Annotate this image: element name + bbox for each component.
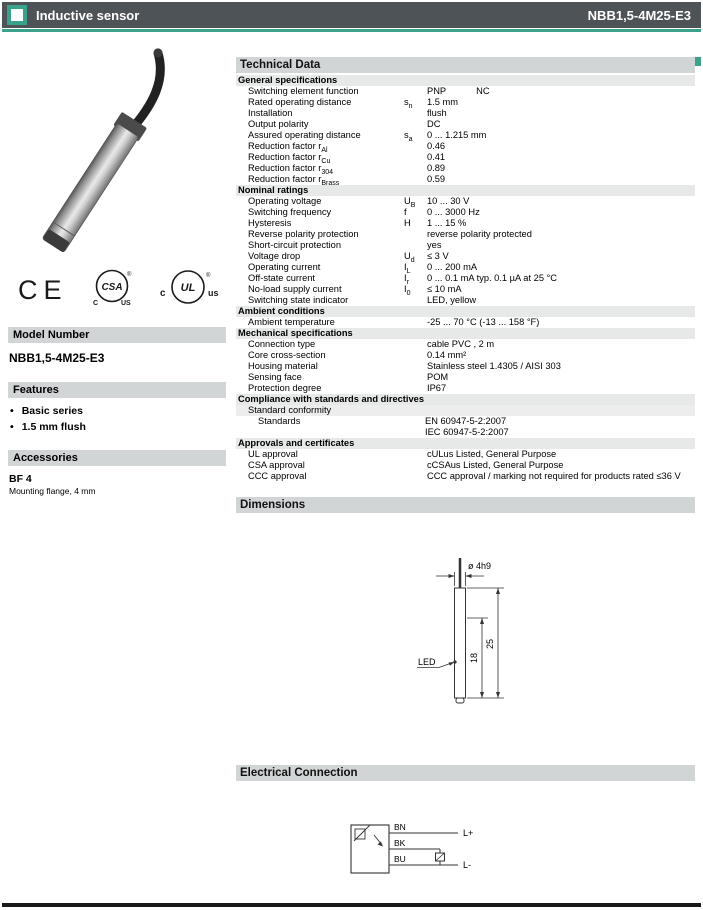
tech-row-label: Housing material: [248, 361, 318, 371]
model-number: NBB1,5-4M25-E3: [9, 351, 105, 365]
main-content: [236, 57, 695, 897]
wire-bu-label: BU: [394, 854, 406, 864]
tech-row: [236, 449, 695, 460]
tech-row: [236, 339, 695, 350]
tech-row: [236, 251, 695, 262]
tech-row-label: Reduction factor $r_{304}$: [248, 163, 334, 176]
brand-square-icon: [7, 5, 27, 25]
dim-sensing-tip: [456, 698, 464, 703]
tech-row: [236, 471, 695, 482]
ul-mark-icon: [160, 271, 219, 303]
tech-row-label: Rated operating distance: [248, 97, 352, 107]
dim-18-label: 18: [469, 652, 479, 664]
tech-row-value: 0 ... 0.1 mA typ. 0.1 µA at 25 °C: [427, 273, 558, 283]
tech-row-label: Sensing face: [248, 372, 302, 382]
electrical-diagram: [236, 807, 695, 897]
tech-row: [236, 372, 695, 383]
tech-section-header: Ambient conditions: [236, 306, 695, 317]
svg-text:CSA: CSA: [101, 282, 123, 293]
terminal-lminus: L-: [463, 860, 472, 870]
tech-row-label: Switching frequency: [248, 207, 332, 217]
tech-row: [236, 383, 695, 394]
tech-row-value: cCSAus Listed, General Purpose: [427, 460, 564, 470]
tech-row-value: 0.14 mm²: [427, 350, 467, 360]
tech-row-value: EN 60947-5-2:2007 IEC 60947-5-2:2007: [425, 416, 509, 437]
elec-sensor-box: [351, 825, 389, 873]
led-label: LED: [418, 657, 436, 667]
tech-row-value: ≤ 3 V: [427, 251, 449, 261]
dimension-drawing: [236, 513, 695, 761]
tech-row-label: Core cross-section: [248, 350, 326, 360]
header-bar: [2, 2, 701, 28]
wire-bk-label: BK: [394, 838, 406, 848]
tech-row: [236, 460, 695, 471]
dimensions-heading: Dimensions: [236, 497, 695, 513]
certification-marks: [8, 265, 226, 311]
dim-25-label: 25: [485, 638, 495, 650]
tech-row-symbol: $I_0$: [404, 284, 411, 297]
page-footer-rule: [2, 903, 701, 907]
tech-row-value: cable PVC , 2 m: [427, 339, 495, 349]
tech-row-value: 0.46: [427, 141, 446, 151]
tech-row-value: 10 ... 30 V: [427, 196, 470, 206]
ce-mark-icon: CE: [18, 275, 68, 305]
part-number: NBB1,5-4M25-E3: [587, 7, 691, 23]
tech-row: [236, 361, 695, 372]
tech-row-label: Reduction factor $r_{Al}$: [248, 141, 328, 154]
tech-row: [236, 130, 695, 141]
tech-row: [236, 141, 695, 152]
tech-row: [236, 229, 695, 240]
tech-row: Standard conformity: [236, 405, 695, 416]
tech-row-symbol: $I_L$: [404, 262, 411, 275]
tech-row-label: Hysteresis: [248, 218, 292, 228]
svg-text:c: c: [160, 288, 166, 299]
feature-item: • Basic series: [10, 405, 226, 417]
svg-text:us: us: [208, 288, 219, 298]
tech-section-header: Compliance with standards and directives: [236, 394, 695, 405]
technical-data-heading: Technical Data: [236, 57, 695, 73]
tech-row-value: 1.5 mm: [427, 97, 458, 107]
tech-row: [236, 174, 695, 185]
tech-row-label: Reverse polarity protection: [248, 229, 359, 239]
tech-row-label: Switching state indicator: [248, 295, 349, 305]
tech-section-header: General specifications: [236, 75, 695, 86]
page-title: Inductive sensor: [36, 7, 140, 23]
tech-row-label: Protection degree: [248, 383, 322, 393]
tech-row-value: POM: [427, 372, 449, 382]
features-heading: Features: [8, 382, 226, 398]
model-number-heading: Model Number: [8, 327, 226, 343]
tech-row-symbol: $s_n$: [404, 97, 413, 110]
sidebar: [8, 45, 226, 496]
tech-row-value: 0.89: [427, 163, 446, 173]
tech-row: [236, 97, 695, 108]
tech-row: [236, 262, 695, 273]
tech-row-value: PNP NC: [427, 86, 490, 96]
tech-row-symbol: H: [404, 218, 411, 228]
features-list: [10, 405, 226, 433]
tech-row-label: Voltage drop: [248, 251, 301, 261]
tech-row: [236, 284, 695, 295]
tech-row-symbol: $s_a$: [404, 130, 413, 143]
terminal-lplus: L+: [463, 828, 474, 838]
tech-row-value: ≤ 10 mA: [427, 284, 462, 294]
tech-row-value: 1 ... 15 %: [427, 218, 467, 228]
tech-row-label: Standards: [258, 416, 301, 426]
tech-row-value: cULus Listed, General Purpose: [427, 449, 557, 459]
accessories-heading: Accessories: [8, 450, 226, 466]
tech-row: [236, 163, 695, 174]
tech-row-symbol: $I_r$: [404, 273, 409, 286]
tech-row-value: flush: [427, 108, 447, 118]
tech-row-label: Reduction factor $r_{Brass}$: [248, 174, 340, 187]
tech-row-value: reverse polarity protected: [427, 229, 532, 239]
tech-row: [236, 119, 695, 130]
product-photo: [8, 45, 226, 265]
tech-row-value: yes: [427, 240, 442, 250]
tech-row: [236, 152, 695, 163]
tech-row-label: UL approval: [248, 449, 298, 459]
technical-data-table: [236, 75, 695, 482]
tech-row-label: Assured operating distance: [248, 130, 361, 140]
accessory-description: Mounting flange, 4 mm: [9, 486, 96, 496]
svg-text:®: ®: [206, 273, 211, 279]
tech-row-symbol: $U_B$: [404, 196, 416, 209]
tech-row-value: CCC approval / marking not required for products rated ≤36 V: [427, 471, 681, 481]
tech-row-label: CCC approval: [248, 471, 307, 481]
accent-rule: [2, 29, 701, 32]
tech-row-label: Installation: [248, 108, 293, 118]
tech-row-value: 0.41: [427, 152, 446, 162]
tech-row-value: DC: [427, 119, 441, 129]
tech-row-label: Output polarity: [248, 119, 309, 129]
tech-row-value: Stainless steel 1.4305 / AISI 303: [427, 361, 561, 371]
tech-row: [236, 416, 695, 438]
tech-row: [236, 273, 695, 284]
tech-row-value: LED, yellow: [427, 295, 477, 305]
tech-row: [236, 218, 695, 229]
tech-row-label: Short-circuit protection: [248, 240, 342, 250]
accessory-name: BF 4: [9, 473, 32, 485]
tech-row-value: IP67: [427, 383, 447, 393]
tech-row-value: 0 ... 200 mA: [427, 262, 478, 272]
dim-led-dot: [453, 660, 456, 663]
tech-row-label: Reduction factor $r_{Cu}$: [248, 152, 331, 165]
tech-row-value: 0 ... 1.215 mm: [427, 130, 487, 140]
tech-row-label: CSA approval: [248, 460, 305, 470]
tech-row-value: -25 ... 70 °C (-13 ... 158 °F): [427, 317, 540, 327]
tech-row: [236, 240, 695, 251]
tech-row-value: 0 ... 3000 Hz: [427, 207, 480, 217]
tech-section-header: Mechanical specifications: [236, 328, 695, 339]
sensor-barrel: [42, 123, 139, 253]
tech-row: [236, 108, 695, 119]
sensor-cable: [130, 53, 160, 131]
csa-mark-icon: [93, 271, 132, 308]
tech-row-symbol: $U_d$: [404, 251, 415, 264]
tech-row-label: Operating current: [248, 262, 321, 272]
cable-end: [154, 49, 163, 58]
tech-row: [236, 295, 695, 306]
wire-bn-label: BN: [394, 822, 406, 832]
tech-row-label: No-load supply current: [248, 284, 342, 294]
tech-row: [236, 207, 695, 218]
tech-row-label: Ambient temperature: [248, 317, 335, 327]
svg-text:US: US: [121, 300, 131, 307]
svg-text:UL: UL: [180, 282, 196, 294]
dim-sensor-body: [455, 588, 466, 698]
tech-row: [236, 350, 695, 361]
svg-text:C: C: [93, 300, 99, 307]
tech-row-label: Off-state current: [248, 273, 315, 283]
tech-row-label: Switching element function: [248, 86, 359, 96]
svg-text:®: ®: [127, 272, 132, 278]
diameter-label: ø 4h9: [468, 561, 492, 571]
tech-row: [236, 86, 695, 97]
tech-row-label: Connection type: [248, 339, 316, 349]
tech-section-header: Approvals and certificates: [236, 438, 695, 449]
tech-row: [236, 317, 695, 328]
tech-section-header: Nominal ratings: [236, 185, 695, 196]
tech-row-symbol: f: [404, 207, 407, 217]
tech-row: [236, 196, 695, 207]
tech-row-label: Operating voltage: [248, 196, 322, 206]
feature-item: • 1.5 mm flush: [10, 421, 226, 433]
tech-row-value: 0.59: [427, 174, 446, 184]
electrical-connection-heading: Electrical Connection: [236, 765, 695, 781]
